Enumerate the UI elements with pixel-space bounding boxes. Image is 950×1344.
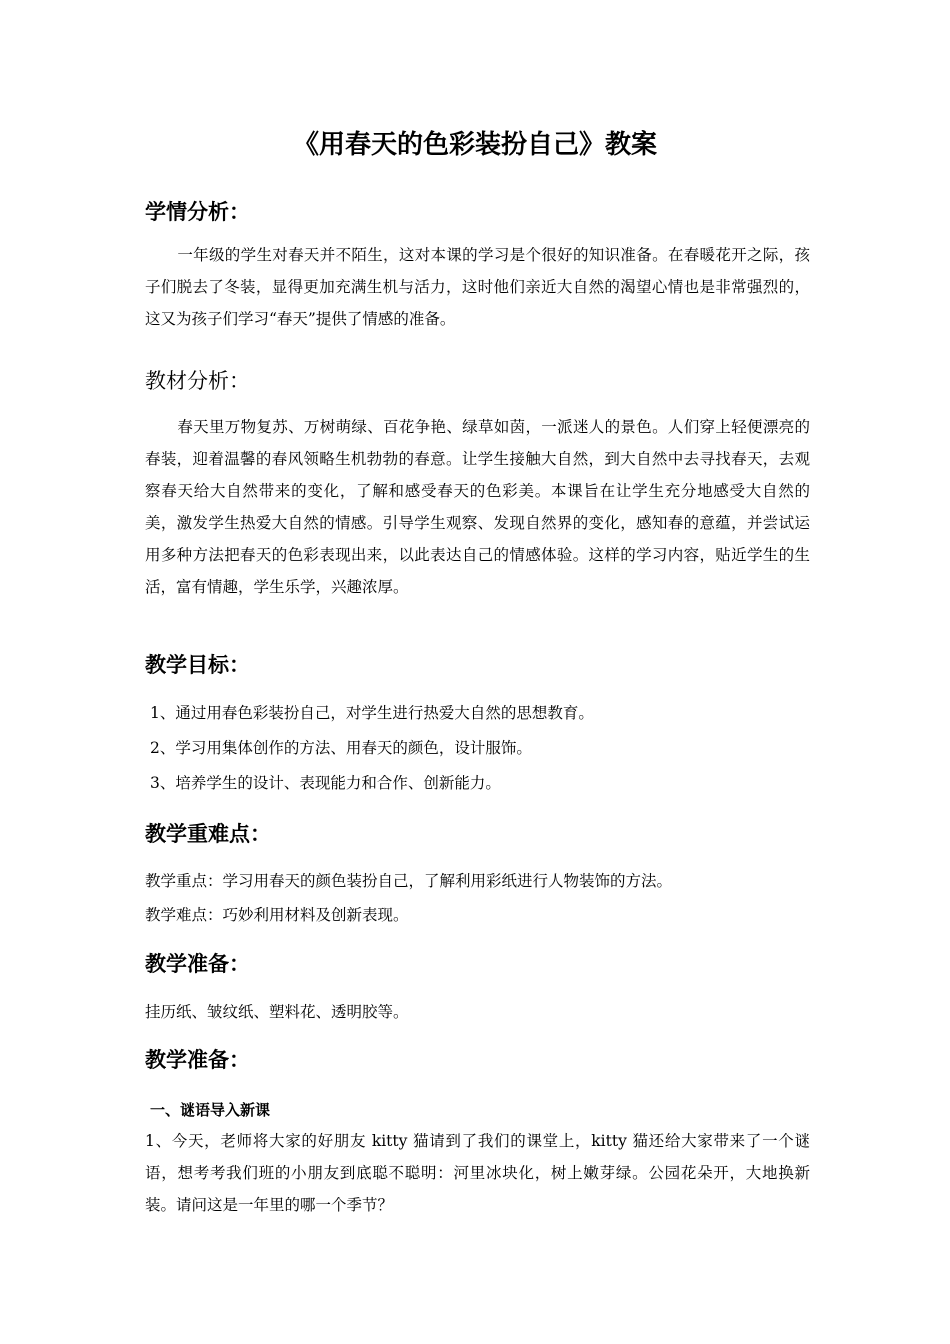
heading-teaching-goals: 教学目标： xyxy=(145,652,250,677)
paragraph-material-analysis xyxy=(145,411,810,603)
situation-text: 一年级的学生对春天并不陌生，这对本课的学习是个很好的知识准备。在春暖花开之际，孩子们脱去了冬装，显得更加充满生机与活力，这时他们亲近大自然的渴望心情也是非常强烈的，这又为孩子们学习“春天”提供了情感的准备。 xyxy=(145,246,810,328)
heading-teaching-preparation: 教学准备： xyxy=(145,951,250,976)
heading-material-analysis: 教材分析： xyxy=(145,369,250,393)
sub-heading-riddle-intro: 一、谜语导入新课 xyxy=(150,1101,271,1119)
goal-item-2: 2、学习用集体创作的方法、用春天的颜色，设计服饰。 xyxy=(150,739,532,757)
material-text: 春天里万物复苏、万树萌绿、百花争艳、绿草如茵，一派迷人的景色。人们穿上轻便漂亮的春装，迎着温馨的春风领略生机勃勃的春意。让学生接触大自然，到大自然中去寻找春天，去观察春天给大自然带来的变化，了解和感受春天的色彩美。本课旨在让学生充分地感受大自然的美，激发学生热爱大自然的情感。引导学生观察、发现自然界的变化，感知春的意蕴，并尝试运用多种方法把春天的色彩表现出来，以此表达自己的情感体验。这样的学习内容，贴近学生的生活，富有情趣，学生乐学，兴趣浓厚。 xyxy=(145,418,810,596)
heading-teaching-process: 教学准备： xyxy=(145,1047,250,1072)
goal-item-1: 1、通过用春色彩装扮自己，对学生进行热爱大自然的思想教育。 xyxy=(150,704,594,722)
preparation-materials: 挂历纸、皱纹纸、塑料花、透明胶等。 xyxy=(145,1003,409,1021)
teaching-focus: 教学重点：学习用春天的颜色装扮自己，了解利用彩纸进行人物装饰的方法。 xyxy=(145,872,673,890)
paragraph-riddle: 1、今天，老师将大家的好朋友 kitty 猫请到了我们的课堂上，kitty 猫还给大家带来了一个谜语，想考考我们班的小朋友到底聪不聪明：河里冰块化，树上嫩芽绿。公园花朵开，大地换新装。请问这是一年里的哪一个季节？ xyxy=(145,1132,810,1214)
heading-situation-analysis: 学情分析： xyxy=(145,199,250,224)
document-title: 《用春天的色彩装扮自己》教案 xyxy=(292,130,657,160)
heading-key-difficult-points: 教学重难点： xyxy=(145,821,271,846)
teaching-difficulty: 教学难点：巧妙利用材料及创新表现。 xyxy=(145,906,409,924)
paragraph-situation-analysis xyxy=(145,239,810,335)
goal-item-3: 3、培养学生的设计、表现能力和合作、创新能力。 xyxy=(150,774,501,792)
